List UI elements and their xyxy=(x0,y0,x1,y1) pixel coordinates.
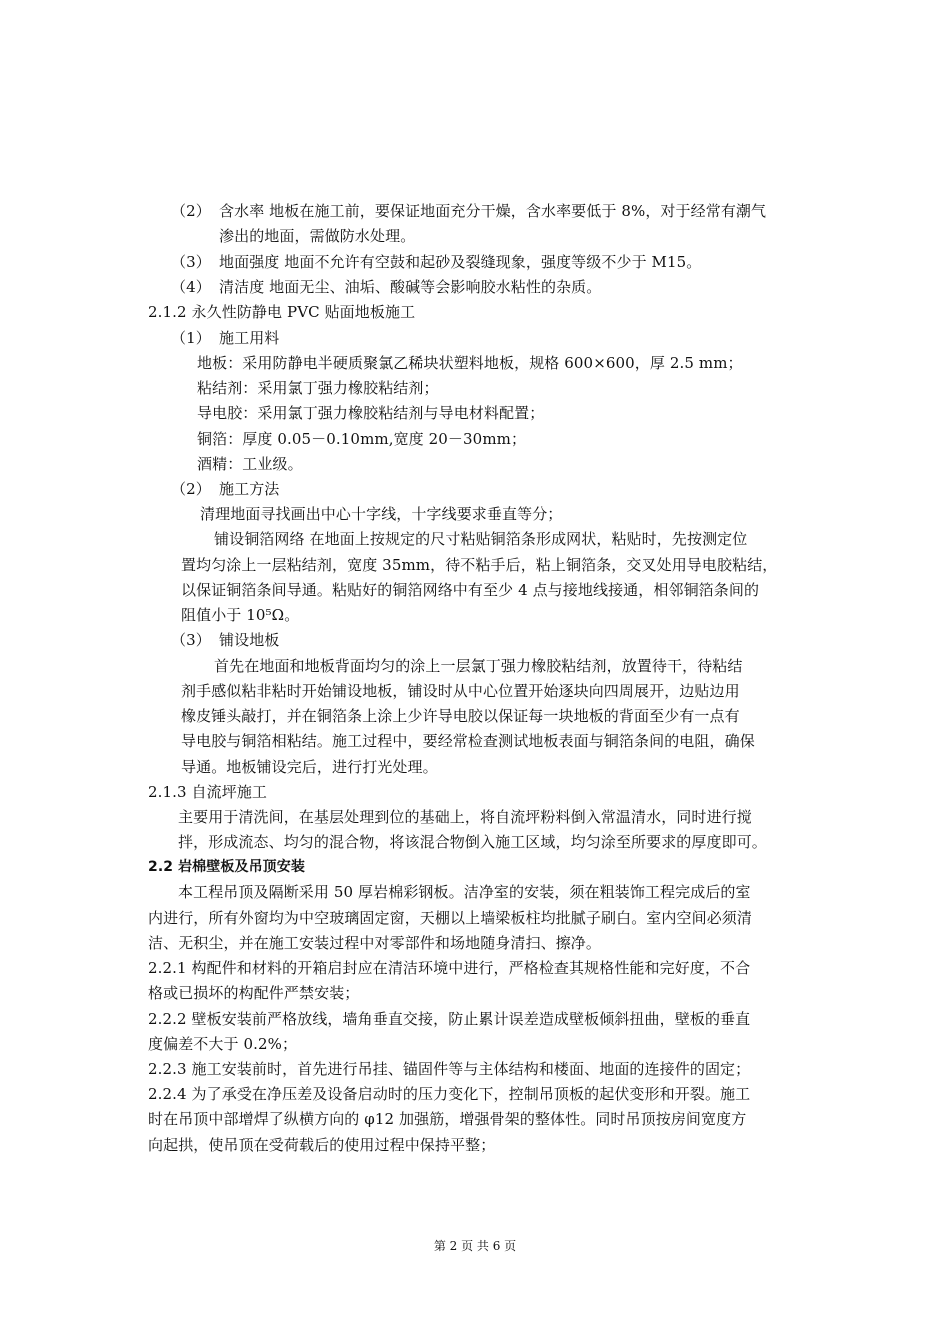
paragraph-line: 向起拱，使吊顶在受荷载后的使用过程中保持平整； xyxy=(148,1136,496,1154)
material-adhesive: 粘结剂：采用氯丁强力橡胶粘结剂； xyxy=(197,379,439,397)
paragraph-text: 铺设地板 xyxy=(219,631,280,649)
paragraph-line: 洁、无积尘，并在施工安装过程中对零部件和场地随身清扫、擦净。 xyxy=(148,934,602,952)
list-number: （3） xyxy=(171,253,211,271)
paragraph-text: 施工用料 xyxy=(219,329,280,347)
list-item-materials xyxy=(171,326,279,350)
paragraph-text: 清洁度 地面无尘、油垢、酸碱等会影响胶水粘性的杂质。 xyxy=(219,278,602,296)
section-heading-2-2: 2.2 岩棉壁板及吊顶安装 xyxy=(148,859,305,875)
list-item-laying xyxy=(171,628,279,652)
paragraph-line: 2.2.4 为了承受在净压差及设备启动时的压力变化下，控制吊顶板的起伏变形和开裂。施工 xyxy=(148,1085,751,1103)
paragraph-line: 主要用于清洗间，在基层处理到位的基础上，将自流坪粉料倒入常温清水，同时进行搅 xyxy=(178,808,752,826)
paragraph-line: 清理地面寻找画出中心十字线，十字线要求垂直等分； xyxy=(200,505,563,523)
material-floor: 地板：采用防静电半硬质聚氯乙稀块状塑料地板，规格 600×600，厚 2.5 mm； xyxy=(197,354,743,372)
list-number: （1） xyxy=(171,329,211,347)
list-item-method xyxy=(171,477,279,501)
paragraph-line: 阻值小于 10⁵Ω。 xyxy=(181,606,300,624)
paragraph-text: 施工方法 xyxy=(219,480,280,498)
page-footer: 第 2 页 共 6 页 xyxy=(433,1239,517,1253)
list-item-strength xyxy=(171,250,701,274)
section-heading-2-1-2: 2.1.2 永久性防静电 PVC 贴面地板施工 xyxy=(148,303,416,321)
paragraph-line: 2.2.2 壁板安装前严格放线，墙角垂直交接，防止累计误差造成壁板倾斜扭曲，壁板的垂直 xyxy=(148,1010,751,1028)
paragraph-line: 导电胶与铜箔相粘结。施工过程中，要经常检查测试地板表面与铜箔条间的电阻，确保 xyxy=(181,732,755,750)
paragraph-text: 含水率 地板在施工前，要保证地面充分干燥，含水率要低于 8%，对于经常有潮气 xyxy=(219,202,767,220)
paragraph-line: 2.2.1 构配件和材料的开箱启封应在清洁环境中进行，严格检查其规格性能和完好度，不合 xyxy=(148,959,751,977)
paragraph-line: 时在吊顶中部增焊了纵横方向的 φ12 加强筋，增强骨架的整体性。同时吊顶按房间宽度方 xyxy=(148,1110,747,1128)
list-number: （3） xyxy=(171,631,211,649)
paragraph-line: 以保证铜箔条间导通。粘贴好的铜箔网络中有至少 4 点与接地线接通，相邻铜箔条间的 xyxy=(181,581,760,599)
paragraph-text: 地面强度 地面不允许有空鼓和起砂及裂缝现象，强度等级不少于 M15。 xyxy=(219,253,702,271)
paragraph-line: 剂手感似粘非粘时开始铺设地板，铺设时从中心位置开始逐块向四周展开，边贴边用 xyxy=(181,682,740,700)
paragraph-line: 导通。地板铺设完后，进行打光处理。 xyxy=(181,758,438,776)
material-alcohol: 酒精：工业级。 xyxy=(197,455,303,473)
paragraph-line: 首先在地面和地板背面均匀的涂上一层氯丁强力橡胶粘结剂，放置待干，待粘结 xyxy=(214,657,743,675)
paragraph-line: 本工程吊顶及隔断采用 50 厚岩棉彩钢板。洁净室的安装，须在粗装饰工程完成后的室 xyxy=(178,883,751,901)
paragraph-line: 内进行，所有外窗均为中空玻璃固定窗，天棚以上墙梁板柱均批腻子刷白。室内空间必须清 xyxy=(148,909,753,927)
paragraph-line: 置均匀涂上一层粘结剂，宽度 35mm，待不粘手后，粘上铜箔条，交叉处用导电胶粘结， xyxy=(181,556,778,574)
material-conductive-glue: 导电胶：采用氯丁强力橡胶粘结剂与导电材料配置； xyxy=(197,404,545,422)
paragraph-line: 2.2.3 施工安装前时，首先进行吊挂、锚固件等与主体结构和楼面、地面的连接件的固定； xyxy=(148,1060,751,1078)
paragraph-line: 渗出的地面，需做防水处理。 xyxy=(219,227,416,245)
material-copper-foil: 铜箔：厚度 0.05－0.10mm,宽度 20－30mm； xyxy=(197,430,527,448)
list-item-cleanliness xyxy=(171,275,601,299)
section-heading-2-1-3: 2.1.3 自流坪施工 xyxy=(148,783,268,801)
paragraph-line: 格或已损坏的构配件严禁安装； xyxy=(148,984,360,1002)
paragraph-line: 橡皮锤头敲打，并在铜箔条上涂上少许导电胶以保证每一块地板的背面至少有一点有 xyxy=(181,707,740,725)
list-number: （4） xyxy=(171,278,211,296)
list-number: （2） xyxy=(171,480,211,498)
list-number: （2） xyxy=(171,202,211,220)
list-item-moisture xyxy=(171,199,766,223)
paragraph-line: 铺设铜箔网络 在地面上按规定的尺寸粘贴铜箔条形成网状，粘贴时，先按测定位 xyxy=(214,530,748,548)
paragraph-line: 度偏差不大于 0.2%； xyxy=(148,1035,298,1053)
paragraph-line: 拌，形成流态、均匀的混合物，将该混合物倒入施工区域，均匀涂至所要求的厚度即可。 xyxy=(178,833,767,851)
